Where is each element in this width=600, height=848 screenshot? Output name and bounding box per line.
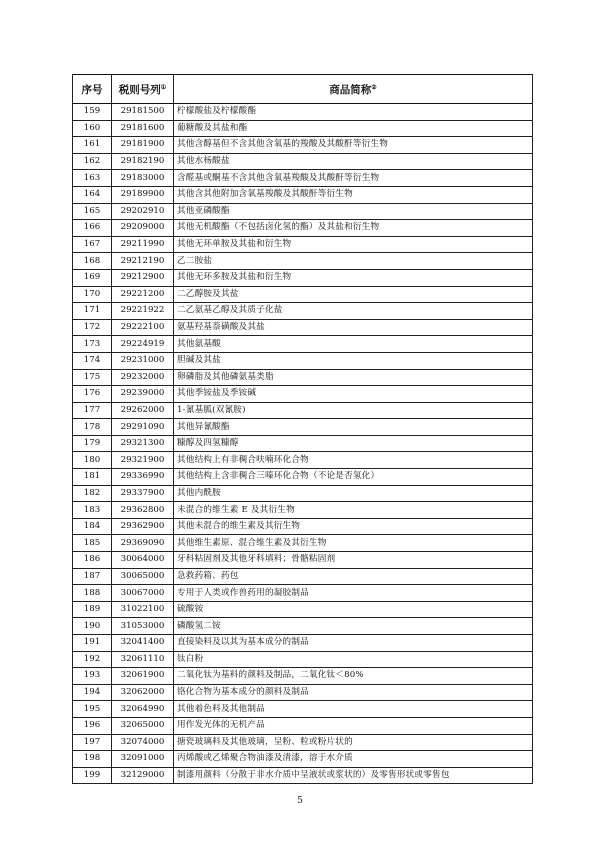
row-seq: 180 (73, 452, 112, 469)
row-seq: 176 (73, 386, 112, 403)
header-name-label: 商品简称 (329, 83, 372, 96)
row-seq: 187 (73, 568, 112, 585)
row-seq: 171 (73, 303, 112, 320)
row-commodity-name: 其他水杨酸盐 (174, 153, 533, 170)
row-seq: 164 (73, 186, 112, 203)
row-commodity-name: 糠醇及四氢糠醇 (174, 435, 533, 452)
row-seq: 161 (73, 137, 112, 154)
row-seq: 162 (73, 153, 112, 170)
row-seq: 192 (73, 651, 112, 668)
row-tariff-code: 29336990 (112, 469, 174, 486)
table-row (73, 552, 533, 569)
table-row (73, 452, 533, 469)
row-seq: 177 (73, 402, 112, 419)
row-commodity-name: 其他亚磷酸酯 (174, 203, 533, 220)
row-commodity-name: 其他无机酸酯（不包括卤化氢的酯）及其盐和衍生物 (174, 220, 533, 237)
row-seq: 165 (73, 203, 112, 220)
table-row (73, 767, 533, 784)
table-row (73, 502, 533, 519)
row-commodity-name: 其他含醇基但不含其他含氧基的羧酸及其酸酐等衍生物 (174, 137, 533, 154)
table-row (73, 518, 533, 535)
table-row (73, 269, 533, 286)
row-tariff-code: 29181500 (112, 104, 174, 121)
table-row (73, 535, 533, 552)
row-tariff-code: 29362900 (112, 518, 174, 535)
row-commodity-name: 二氧化钛为基料的颜料及制品，二氧化钛＜80% (174, 668, 533, 685)
row-seq: 173 (73, 336, 112, 353)
row-tariff-code: 29222100 (112, 319, 174, 336)
table-row (73, 369, 533, 386)
row-tariff-code: 31053000 (112, 618, 174, 635)
row-commodity-name: 乙二胺盐 (174, 253, 533, 270)
table-row (73, 601, 533, 618)
row-tariff-code: 30064000 (112, 552, 174, 569)
table-row (73, 751, 533, 768)
row-commodity-name: 氨基羟基萘磺酸及其盐 (174, 319, 533, 336)
row-commodity-name: 丙烯酸或乙烯聚合物油漆及清漆，溶于水介质 (174, 751, 533, 768)
table-row (73, 137, 533, 154)
row-commodity-name: 磷酸氢二铵 (174, 618, 533, 635)
row-seq: 188 (73, 585, 112, 602)
header-code-label: 税则号列 (118, 83, 161, 96)
table-row (73, 635, 533, 652)
row-commodity-name: 其他异氰酸酯 (174, 419, 533, 436)
table-row (73, 485, 533, 502)
row-commodity-name: 其他结构上有非稠合呋喃环化合物 (174, 452, 533, 469)
row-seq: 172 (73, 319, 112, 336)
table-row (73, 236, 533, 253)
row-tariff-code: 29321300 (112, 435, 174, 452)
table-row (73, 104, 533, 121)
row-commodity-name: 硫酸铵 (174, 601, 533, 618)
row-commodity-name: 未混合的维生素 E 及其衍生物 (174, 502, 533, 519)
row-tariff-code: 29369090 (112, 535, 174, 552)
row-tariff-code: 32091000 (112, 751, 174, 768)
table-row (73, 253, 533, 270)
row-seq: 167 (73, 236, 112, 253)
row-commodity-name: 搪瓷玻璃料及其他玻璃，呈粉、粒或粉片状的 (174, 734, 533, 751)
row-seq: 175 (73, 369, 112, 386)
table-row (73, 170, 533, 187)
row-tariff-code: 29239000 (112, 386, 174, 403)
row-tariff-code: 29224919 (112, 336, 174, 353)
row-commodity-name: 铬化合物为基本成分的颜料及制品 (174, 684, 533, 701)
table-row (73, 153, 533, 170)
row-commodity-name: 直接染料及以其为基本成分的制品 (174, 635, 533, 652)
row-seq: 194 (73, 684, 112, 701)
row-commodity-name: 专用于人类或作兽药用的凝胶制品 (174, 585, 533, 602)
row-commodity-name: 二乙醇胺及其盐 (174, 286, 533, 303)
row-tariff-code: 32064990 (112, 701, 174, 718)
header-code-footnote-mark: ① (160, 83, 167, 91)
table-row (73, 120, 533, 137)
row-tariff-code: 29181900 (112, 137, 174, 154)
row-tariff-code: 32129000 (112, 767, 174, 784)
row-tariff-code: 32061900 (112, 668, 174, 685)
row-seq: 195 (73, 701, 112, 718)
row-seq: 197 (73, 734, 112, 751)
table-row (73, 303, 533, 320)
page-number: 5 (297, 796, 303, 806)
table-row (73, 203, 533, 220)
header-seq-label: 序号 (81, 83, 103, 96)
row-seq: 191 (73, 635, 112, 652)
row-commodity-name: 二乙氨基乙醇及其质子化盐 (174, 303, 533, 320)
table-row (73, 386, 533, 403)
row-tariff-code: 29291090 (112, 419, 174, 436)
header-name (174, 75, 533, 104)
row-seq: 182 (73, 485, 112, 502)
row-tariff-code: 29321900 (112, 452, 174, 469)
table-row (73, 701, 533, 718)
row-seq: 199 (73, 767, 112, 784)
row-commodity-name: 其他未混合的维生素及其衍生物 (174, 518, 533, 535)
row-tariff-code: 29181600 (112, 120, 174, 137)
row-tariff-code: 32061110 (112, 651, 174, 668)
table-row (73, 186, 533, 203)
table-row (73, 336, 533, 353)
table-row (73, 419, 533, 436)
row-tariff-code: 32074000 (112, 734, 174, 751)
row-commodity-name: 其他维生素原、混合维生素及其衍生物 (174, 535, 533, 552)
table-row (73, 651, 533, 668)
row-seq: 178 (73, 419, 112, 436)
header-code (112, 75, 174, 104)
row-commodity-name: 其他氨基酸 (174, 336, 533, 353)
table-row (73, 220, 533, 237)
row-commodity-name: 钛白粉 (174, 651, 533, 668)
header-seq (73, 75, 112, 104)
table-row (73, 286, 533, 303)
row-seq: 174 (73, 352, 112, 369)
row-seq: 196 (73, 717, 112, 734)
row-commodity-name: 葡糖酸及其盐和酯 (174, 120, 533, 137)
row-commodity-name: 1-氰基胍(双氰胺) (174, 402, 533, 419)
table-body (73, 104, 533, 784)
row-commodity-name: 其他结构上含非稠合三嗪环化合物（不论是否氢化） (174, 469, 533, 486)
table-row (73, 352, 533, 369)
row-seq: 168 (73, 253, 112, 270)
row-tariff-code: 29182190 (112, 153, 174, 170)
row-commodity-name: 牙科粘固剂及其他牙科填料；骨骼粘固剂 (174, 552, 533, 569)
row-tariff-code: 30067000 (112, 585, 174, 602)
table-row (73, 585, 533, 602)
row-commodity-name: 用作发光体的无机产品 (174, 717, 533, 734)
table-header-row (73, 75, 533, 104)
row-tariff-code: 29183000 (112, 170, 174, 187)
row-commodity-name: 制漆用颜料（分散于非水介质中呈液状或浆状的）及零售形状或零售包 (174, 767, 533, 784)
row-tariff-code: 29337900 (112, 485, 174, 502)
row-tariff-code: 29209000 (112, 220, 174, 237)
row-seq: 166 (73, 220, 112, 237)
row-tariff-code: 29212900 (112, 269, 174, 286)
row-commodity-name: 其他无环多胺及其盐和衍生物 (174, 269, 533, 286)
row-seq: 193 (73, 668, 112, 685)
row-tariff-code: 29189900 (112, 186, 174, 203)
table-row (73, 734, 533, 751)
row-seq: 179 (73, 435, 112, 452)
row-seq: 190 (73, 618, 112, 635)
row-tariff-code: 32041400 (112, 635, 174, 652)
row-seq: 170 (73, 286, 112, 303)
row-seq: 185 (73, 535, 112, 552)
table-row (73, 668, 533, 685)
table-row (73, 684, 533, 701)
table-row (73, 568, 533, 585)
table-row (73, 319, 533, 336)
row-commodity-name: 其他季铵盐及季铵碱 (174, 386, 533, 403)
row-commodity-name: 胆碱及其盐 (174, 352, 533, 369)
table-row (73, 717, 533, 734)
tariff-table (72, 74, 533, 784)
row-tariff-code: 29232000 (112, 369, 174, 386)
row-tariff-code: 29262000 (112, 402, 174, 419)
table-row (73, 435, 533, 452)
row-tariff-code: 29231000 (112, 352, 174, 369)
row-tariff-code: 29211990 (112, 236, 174, 253)
row-tariff-code: 32062000 (112, 684, 174, 701)
row-commodity-name: 柠檬酸盐及柠檬酸酯 (174, 104, 533, 121)
row-seq: 159 (73, 104, 112, 121)
row-seq: 186 (73, 552, 112, 569)
table-row (73, 469, 533, 486)
row-tariff-code: 29362800 (112, 502, 174, 519)
row-commodity-name: 其他含其他附加含氧基羧酸及其酸酐等衍生物 (174, 186, 533, 203)
row-seq: 163 (73, 170, 112, 187)
row-seq: 181 (73, 469, 112, 486)
row-seq: 189 (73, 601, 112, 618)
row-seq: 169 (73, 269, 112, 286)
table-row (73, 618, 533, 635)
row-commodity-name: 其他无环单胺及其盐和衍生物 (174, 236, 533, 253)
row-tariff-code: 29212190 (112, 253, 174, 270)
row-tariff-code: 29221200 (112, 286, 174, 303)
header-name-footnote-mark: ② (371, 83, 377, 91)
row-commodity-name: 其他内酰胺 (174, 485, 533, 502)
row-tariff-code: 29221922 (112, 303, 174, 320)
row-tariff-code: 31022100 (112, 601, 174, 618)
row-tariff-code: 32065000 (112, 717, 174, 734)
row-commodity-name: 含醛基或酮基不含其他含氧基羧酸及其酸酐等衍生物 (174, 170, 533, 187)
row-seq: 160 (73, 120, 112, 137)
table-row (73, 402, 533, 419)
row-commodity-name: 卵磷脂及其他磷氨基类脂 (174, 369, 533, 386)
row-seq: 184 (73, 518, 112, 535)
row-seq: 183 (73, 502, 112, 519)
row-seq: 198 (73, 751, 112, 768)
row-tariff-code: 30065000 (112, 568, 174, 585)
row-commodity-name: 其他着色料及其他制品 (174, 701, 533, 718)
row-tariff-code: 29202910 (112, 203, 174, 220)
row-commodity-name: 急救药箱、药包 (174, 568, 533, 585)
